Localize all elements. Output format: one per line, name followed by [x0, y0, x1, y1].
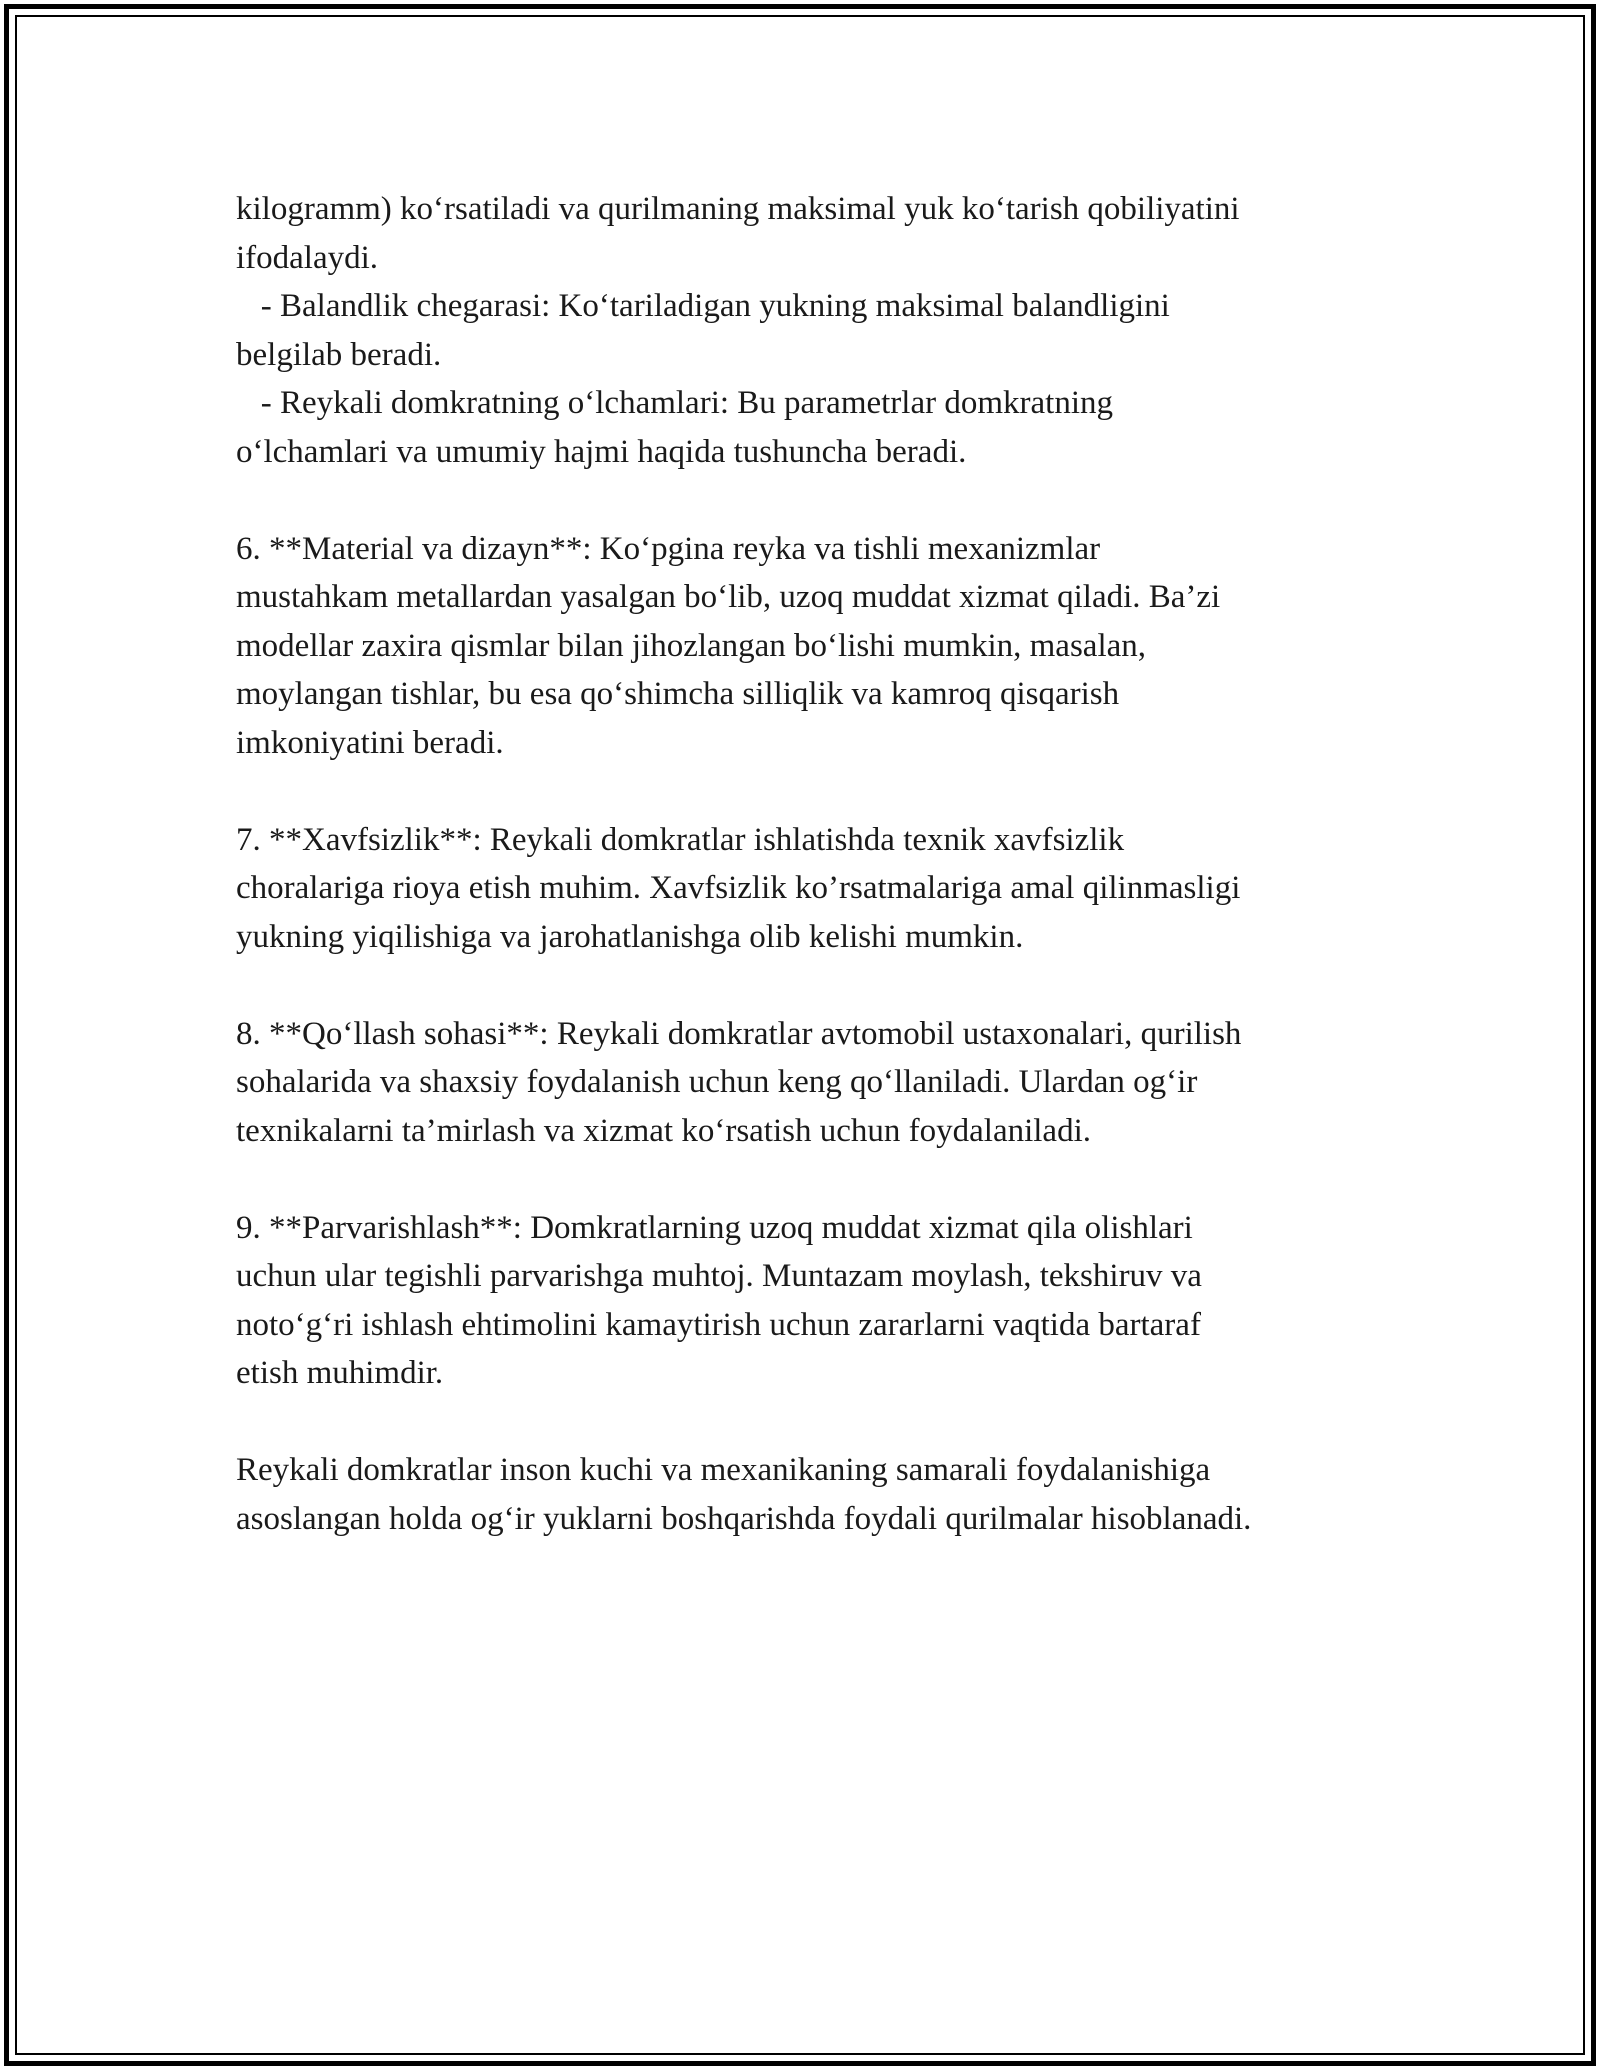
paragraph-gap	[236, 476, 1406, 525]
text-line: - Balandlik chegarasi: Ko‘tariladigan yukning maksimal balandligini	[236, 288, 1170, 324]
text-line: 8. **Qo‘llash sohasi**: Reykali domkratlar avtomobil ustaxonalari, qurilish	[236, 1015, 1242, 1052]
text-line: kilogramm) ko‘rsatiladi va qurilmaning maksimal yuk ko‘tarish qobiliyatini	[236, 191, 1240, 227]
paragraph-5-continuation	[236, 185, 1406, 476]
paragraph-9-maintenance	[236, 1204, 1406, 1398]
text-line: Reykali domkratlar inson kuchi va mexanikaning samarali foydalanishiga	[236, 1452, 1211, 1488]
text-line: etish muhimdir.	[236, 1355, 444, 1391]
paragraph-8-application	[236, 1010, 1406, 1156]
text-line: o‘lchamlari va umumiy hajmi haqida tushuncha beradi.	[236, 433, 967, 470]
text-line: noto‘g‘ri ishlash ehtimolini kamaytirish uchun zararlarni vaqtida bartaraf	[236, 1306, 1201, 1343]
text-line: 9. **Parvarishlash**: Domkratlarning uzoq muddat xizmat qila olishlari	[236, 1209, 1193, 1246]
text-line: modellar zaxira qismlar bilan jihozlangan bo‘lishi mumkin, masalan,	[236, 627, 1147, 664]
paragraph-gap	[236, 767, 1406, 816]
text-line: asoslangan holda og‘ir yuklarni boshqarishda foydali qurilmalar hisoblanadi.	[236, 1500, 1252, 1537]
document-body	[236, 185, 1406, 1543]
text-line: ifodalaydi.	[236, 239, 379, 276]
paragraph-conclusion	[236, 1446, 1406, 1543]
text-line: choralariga rioya etish muhim. Xavfsizlik ko’rsatmalariga amal qilinmasligi	[236, 870, 1241, 906]
paragraph-6-material	[236, 525, 1406, 768]
paragraph-gap	[236, 1398, 1406, 1447]
text-line: sohalarida va shaxsiy foydalanish uchun keng qo‘llaniladi. Ulardan og‘ir	[236, 1064, 1198, 1100]
text-line: imkoniyatini beradi.	[236, 724, 504, 761]
text-line: 6. **Material va dizayn**: Ko‘pgina reyka va tishli mexanizmlar	[236, 530, 1101, 567]
text-line: uchun ular tegishli parvarishga muhtoj. Muntazam moylash, tekshiruv va	[236, 1258, 1202, 1294]
text-line: mustahkam metallardan yasalgan bo‘lib, uzoq muddat xizmat qiladi. Ba’zi	[236, 579, 1221, 615]
text-line: - Reykali domkratning o‘lchamlari: Bu parametrlar domkratning	[236, 385, 1113, 421]
paragraph-gap	[236, 1155, 1406, 1204]
text-line: yukning yiqilishiga va jarohatlanishga olib kelishi mumkin.	[236, 918, 1024, 955]
paragraph-7-safety	[236, 816, 1406, 962]
text-line: texnikalarni ta’mirlash va xizmat ko‘rsatish uchun foydalaniladi.	[236, 1112, 1091, 1149]
text-line: moylangan tishlar, bu esa qo‘shimcha silliqlik va kamroq qisqarish	[236, 676, 1120, 712]
text-line: 7. **Xavfsizlik**: Reykali domkratlar ishlatishda texnik xavfsizlik	[236, 821, 1125, 858]
paragraph-gap	[236, 961, 1406, 1010]
text-line: belgilab beradi.	[236, 336, 442, 373]
